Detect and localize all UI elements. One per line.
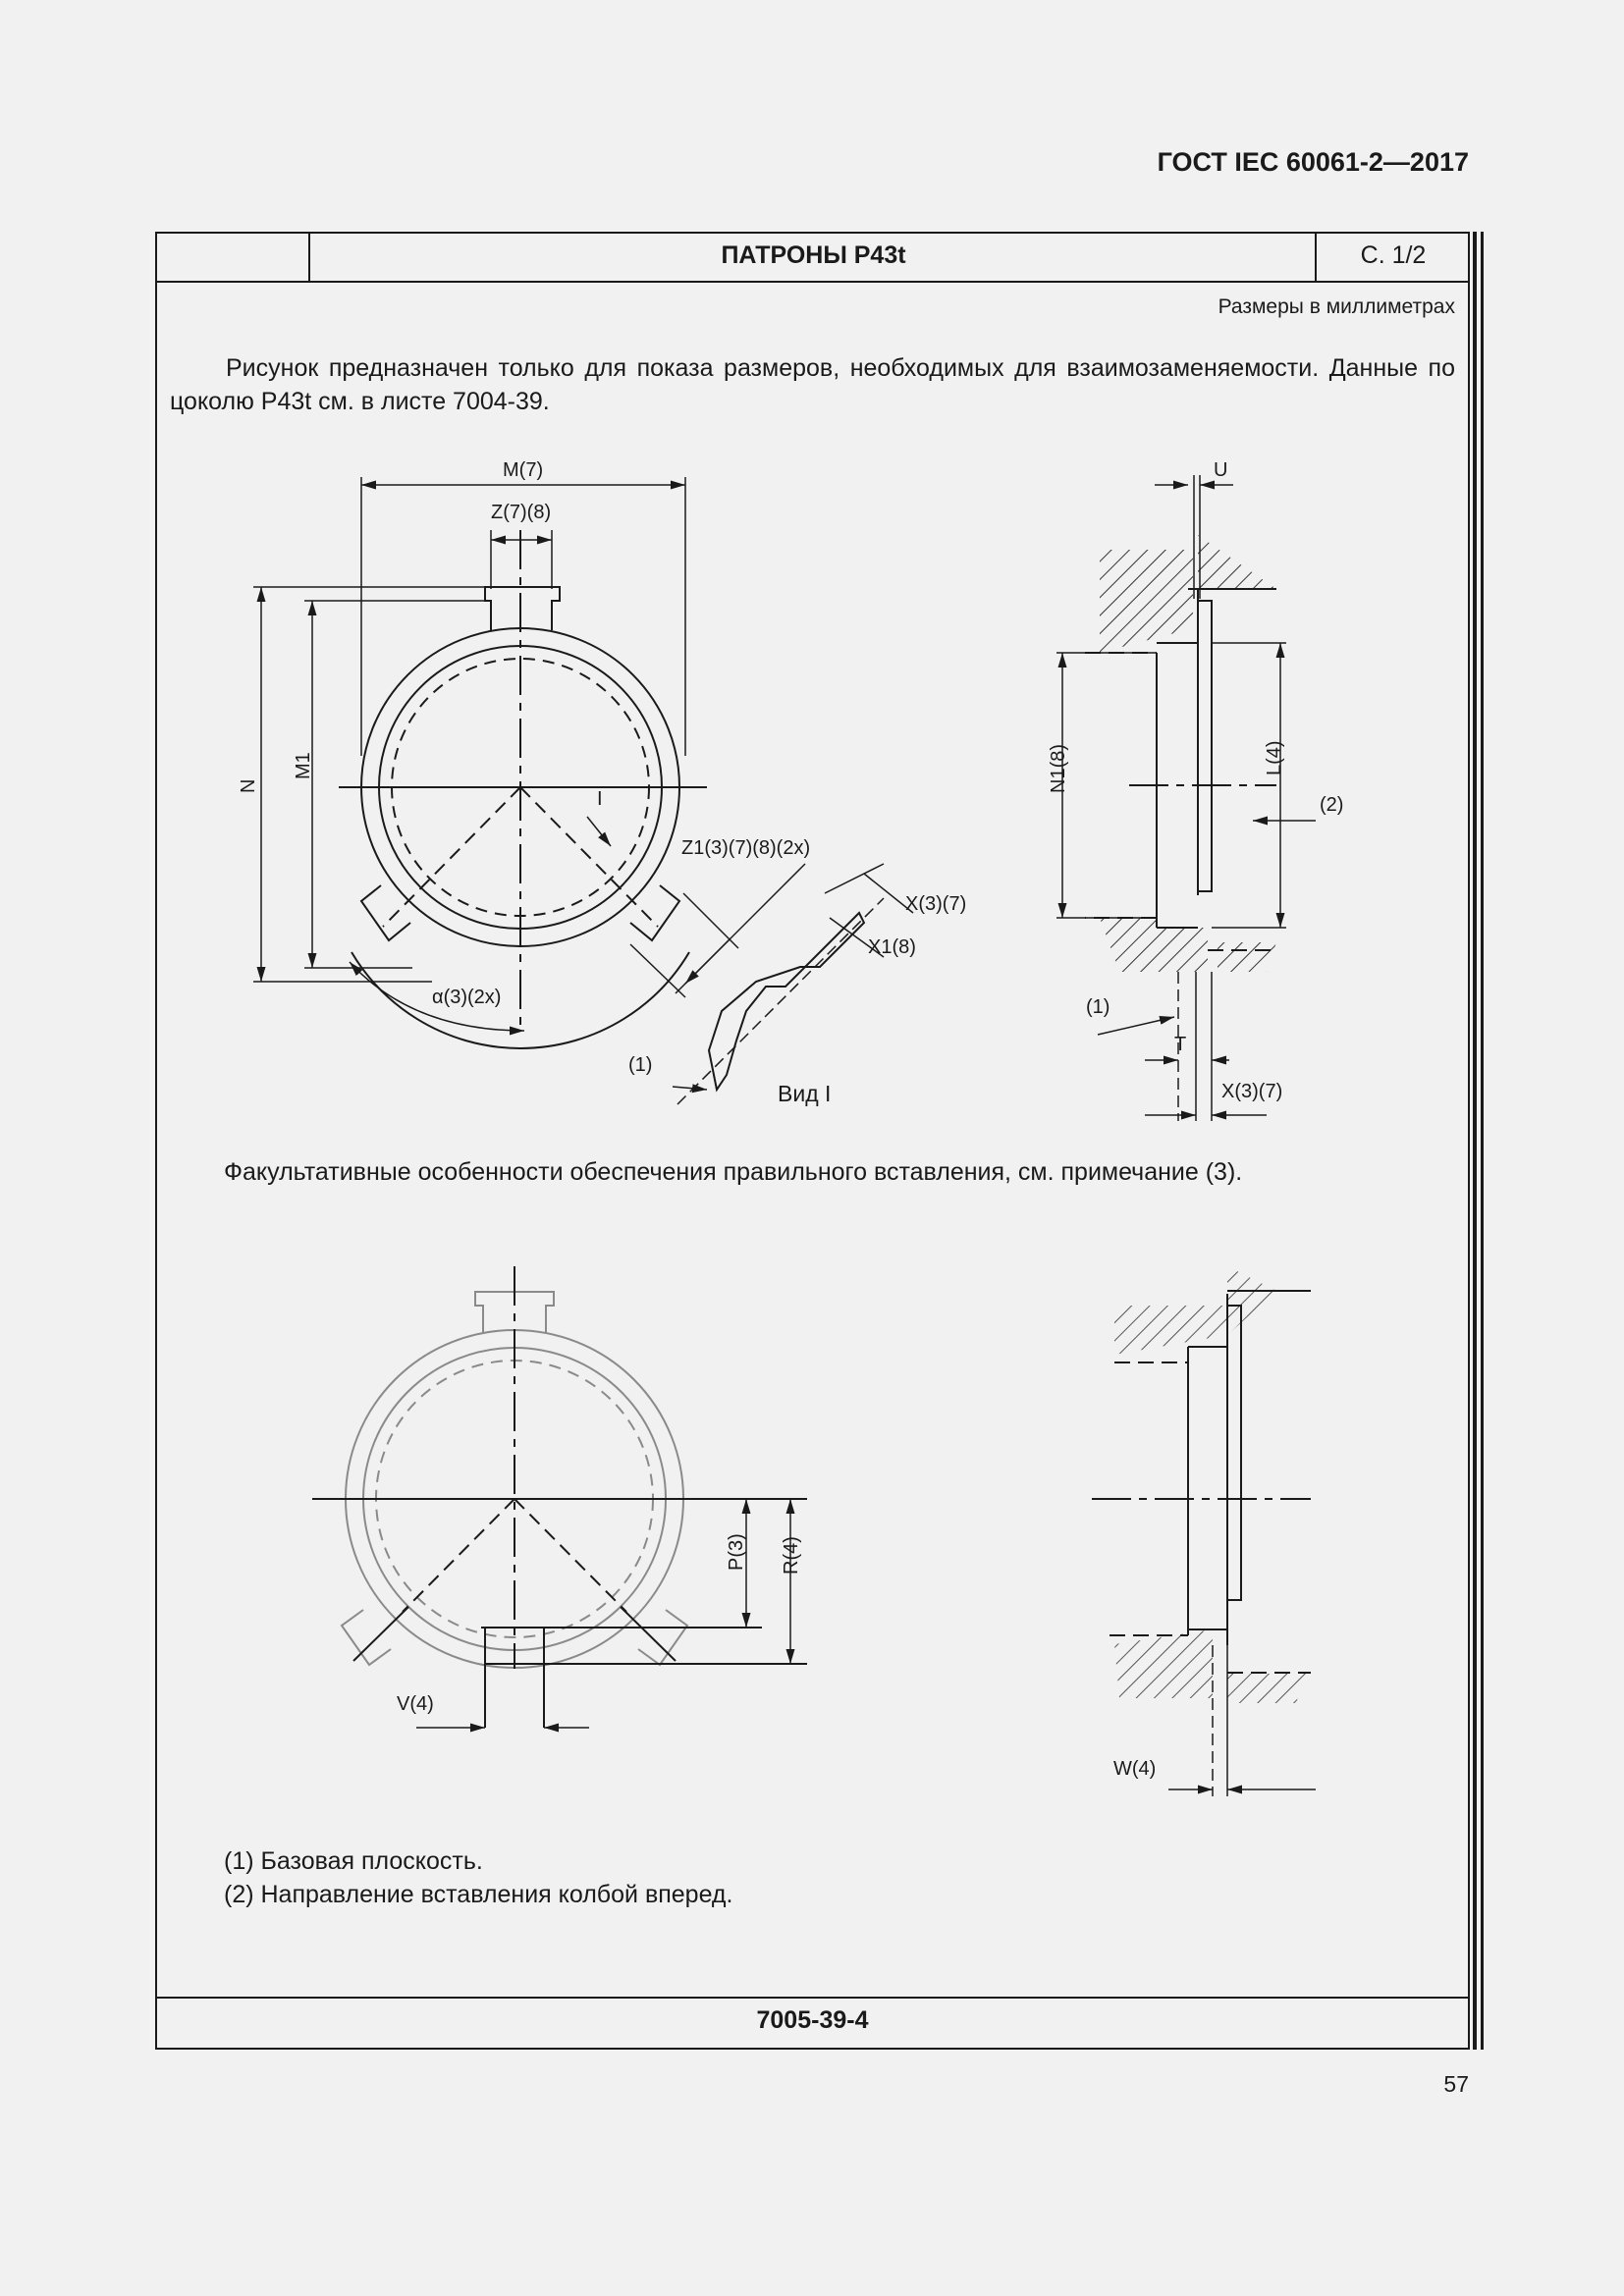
dim-x37-label: X(3)(7) (905, 893, 967, 915)
dim-v4-label: V(4) (397, 1693, 434, 1715)
dim-z1-label: Z1(3)(7)(8)(2x) (681, 837, 811, 859)
sheet-page-indicator: С. 1/2 (1360, 241, 1427, 269)
optional-features-note: Факультативные особенности обеспечения правильного вставления, см. примечание (3). (224, 1158, 1243, 1186)
dim-side-x37-label: X(3)(7) (1221, 1081, 1283, 1102)
dim-m7-label: M(7) (503, 459, 544, 481)
dim-l4-label: L(4) (1264, 740, 1285, 775)
note-1: (1) Базовая плоскость. (224, 1847, 483, 1875)
sheet-number: 7005-39-4 (756, 2006, 869, 2034)
standard-header: ГОСТ IEC 60061-2—2017 (1157, 147, 1469, 177)
top-key-tab (485, 587, 560, 630)
dim-p3-label: P(3) (726, 1533, 747, 1571)
ref-plane-label-side: (1) (1086, 996, 1110, 1018)
footer-row-divider (155, 1997, 1470, 1999)
note-2: (2) Направление вставления колбой вперед. (224, 1881, 733, 1908)
dim-alpha-label: α(3)(2x) (432, 987, 502, 1008)
dim-n18-label: N1(8) (1048, 743, 1069, 793)
page-number: 57 (1443, 2071, 1469, 2097)
dim-z78-label: Z(7)(8) (491, 502, 552, 523)
dim-t-label: T (1174, 1034, 1187, 1055)
view-i-caption: Вид I (778, 1081, 832, 1106)
units-note: Размеры в миллиметрах (1218, 295, 1455, 318)
dim-w4-label: W(4) (1113, 1758, 1157, 1780)
dim-r4-label: R(4) (781, 1536, 802, 1575)
ref-plane-label-1: (1) (628, 1054, 653, 1076)
view-i-marker: I (597, 788, 603, 810)
dim-n-label: N (238, 778, 259, 793)
insertion-direction-label: (2) (1320, 794, 1344, 816)
dim-u-label: U (1214, 459, 1228, 481)
dim-x18-label: X1(8) (868, 936, 916, 958)
intro-paragraph: Рисунок предназначен только для показа размеров, необходимых для взаимозаменяемости. Данные по цоколю P43t см. в листе 7004-39. (170, 354, 1455, 415)
dim-m1-label: M1 (293, 752, 314, 779)
sheet-title: ПАТРОНЫ P43t (721, 241, 906, 269)
figure-2-drawing (0, 1217, 1624, 1845)
